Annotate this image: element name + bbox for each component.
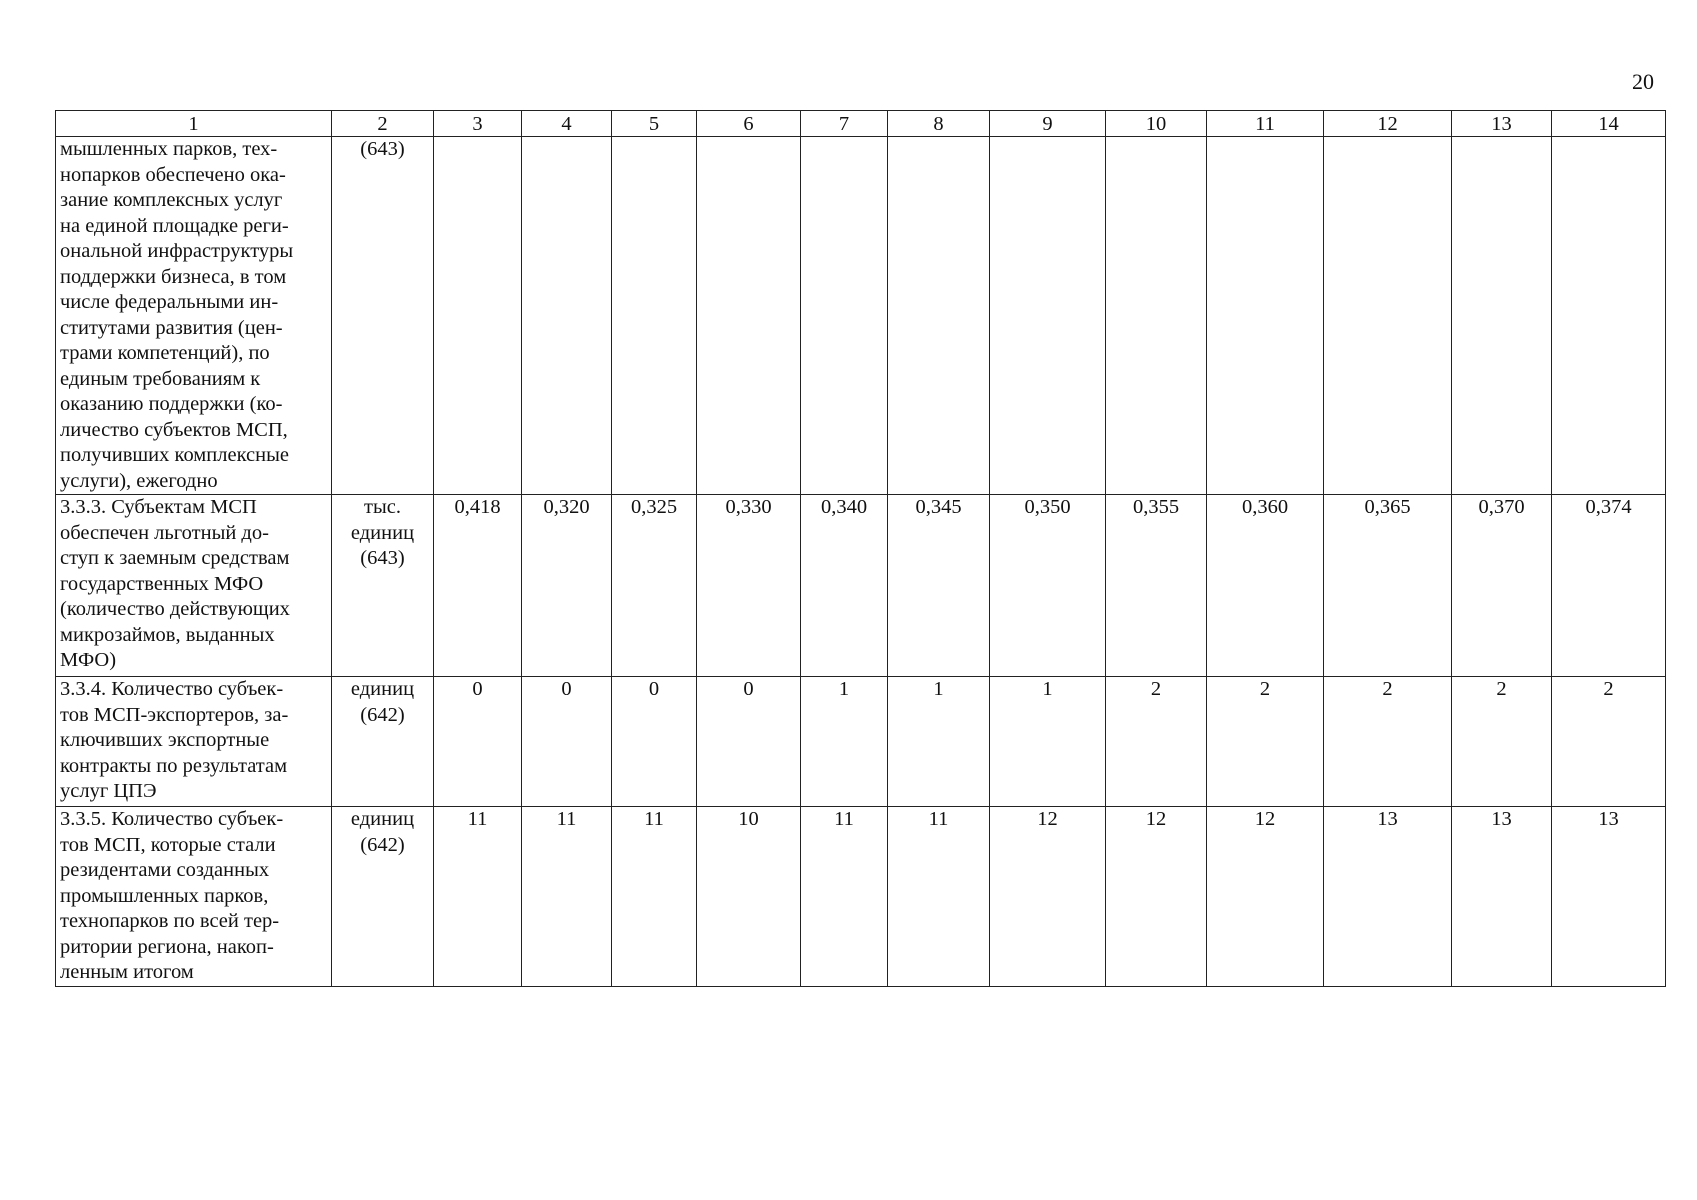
column-header: 11: [1207, 111, 1324, 137]
row-value: 0,365: [1324, 495, 1452, 677]
row-value: 11: [801, 807, 888, 987]
row-description: мышленных парков, тех- нопарков обеспечено ока- зание комплексных услуг на единой площадке реги- ональной инфраструктуры поддержки бизнеса, в том числе федеральными ин- ститутами развития (цен- трами компетенций), по единым требованиям к оказанию поддержки (ко- личество субъектов МСП, получивших комплексные услуги), ежегодно: [56, 137, 332, 495]
row-value: [697, 137, 801, 495]
row-value: [990, 137, 1106, 495]
row-value: 1: [990, 677, 1106, 807]
column-header: 14: [1552, 111, 1666, 137]
row-value: [801, 137, 888, 495]
row-value: 0,418: [434, 495, 522, 677]
column-header: 1: [56, 111, 332, 137]
column-header: 9: [990, 111, 1106, 137]
row-value: [522, 137, 612, 495]
table-row: [56, 677, 1666, 807]
header-row: [56, 111, 1666, 137]
column-header: 7: [801, 111, 888, 137]
row-description: 3.3.4. Количество субъек- тов МСП-экспортеров, за- ключивших экспортные контракты по результатам услуг ЦПЭ: [56, 677, 332, 807]
row-unit: (643): [332, 137, 434, 495]
row-value: 0,325: [612, 495, 697, 677]
table-row: [56, 495, 1666, 677]
row-value: 13: [1324, 807, 1452, 987]
row-value: 0,345: [888, 495, 990, 677]
row-value: 0,350: [990, 495, 1106, 677]
row-value: 12: [1207, 807, 1324, 987]
column-header: 5: [612, 111, 697, 137]
column-header: 4: [522, 111, 612, 137]
row-value: 2: [1207, 677, 1324, 807]
row-value: 2: [1452, 677, 1552, 807]
row-value: [434, 137, 522, 495]
row-value: [1452, 137, 1552, 495]
row-value: 0,320: [522, 495, 612, 677]
row-value: 2: [1324, 677, 1452, 807]
row-unit: единиц (642): [332, 677, 434, 807]
row-value: 0,370: [1452, 495, 1552, 677]
column-header: 12: [1324, 111, 1452, 137]
row-value: 12: [1106, 807, 1207, 987]
row-value: 2: [1106, 677, 1207, 807]
row-value: 0: [697, 677, 801, 807]
row-value: 11: [522, 807, 612, 987]
row-value: 0: [434, 677, 522, 807]
column-header: 2: [332, 111, 434, 137]
column-header: 13: [1452, 111, 1552, 137]
row-value: 0,330: [697, 495, 801, 677]
column-header: 10: [1106, 111, 1207, 137]
row-value: [1552, 137, 1666, 495]
row-value: 0: [612, 677, 697, 807]
row-value: 11: [434, 807, 522, 987]
row-unit: единиц (642): [332, 807, 434, 987]
row-value: 0,360: [1207, 495, 1324, 677]
column-header: 6: [697, 111, 801, 137]
row-value: 1: [801, 677, 888, 807]
row-value: 2: [1552, 677, 1666, 807]
row-value: 13: [1552, 807, 1666, 987]
row-description: 3.3.3. Субъектам МСП обеспечен льготный до- ступ к заемным средствам государственных МФО (количество действующих микрозаймов, выданных МФО): [56, 495, 332, 677]
table-row: [56, 807, 1666, 987]
column-header: 3: [434, 111, 522, 137]
row-value: 13: [1452, 807, 1552, 987]
row-value: 0: [522, 677, 612, 807]
column-header: 8: [888, 111, 990, 137]
row-value: 0,340: [801, 495, 888, 677]
row-value: [888, 137, 990, 495]
row-value: 11: [612, 807, 697, 987]
row-value: 1: [888, 677, 990, 807]
row-value: 12: [990, 807, 1106, 987]
data-table: [55, 110, 1666, 987]
table-row: [56, 137, 1666, 495]
row-value: [1324, 137, 1452, 495]
row-value: [612, 137, 697, 495]
row-value: 0,374: [1552, 495, 1666, 677]
row-value: 11: [888, 807, 990, 987]
row-value: [1207, 137, 1324, 495]
row-description: 3.3.5. Количество субъек- тов МСП, которые стали резидентами созданных промышленных парков, технопарков по всей тер- ритории региона, накоп- ленным итогом: [56, 807, 332, 987]
row-value: 10: [697, 807, 801, 987]
row-value: 0,355: [1106, 495, 1207, 677]
row-value: [1106, 137, 1207, 495]
page-number: 20: [1632, 69, 1654, 94]
row-unit: тыс. единиц (643): [332, 495, 434, 677]
